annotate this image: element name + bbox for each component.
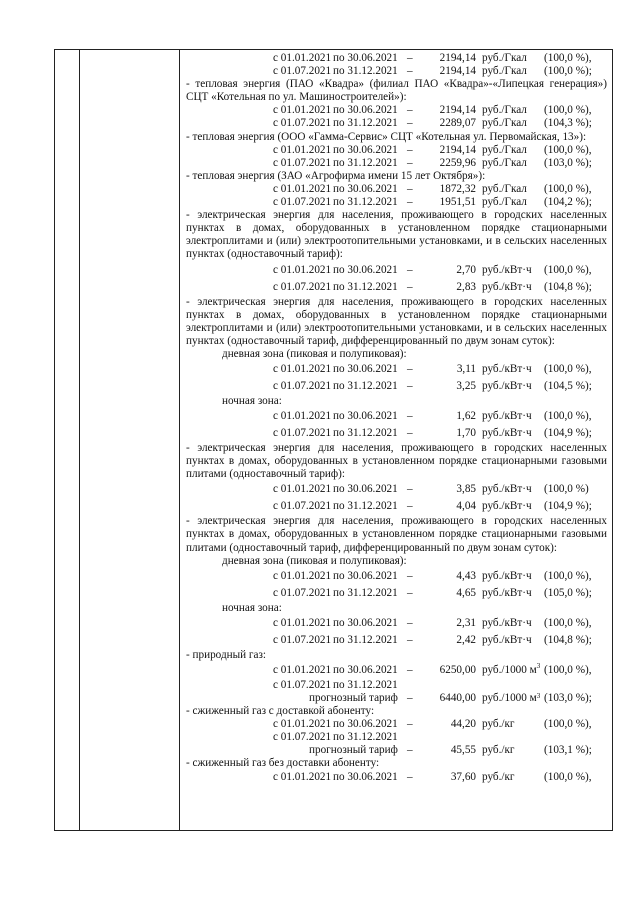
percent-change: (100,0 %), — [544, 410, 592, 423]
dash: – — [407, 52, 413, 64]
tariff-value: 4,04 — [456, 500, 476, 513]
percent-change: (100,0 %), — [544, 143, 592, 156]
period-start: с 01.07.2021 — [273, 678, 332, 691]
tariff-value: 2259,96 — [439, 156, 476, 169]
unit-superscript: 3 — [536, 692, 541, 700]
tariff-description: - тепловая энергия (ПАО «Квадра» (филиал ПАО «Квадра»-«Липецкая генерация») СЦТ «Котельная по ул. Машиностроителей»): — [186, 78, 607, 104]
tariff-unit: руб./кВт·ч — [482, 569, 532, 582]
dash: – — [407, 633, 413, 646]
tariff-unit: руб./кВт·ч — [482, 362, 532, 375]
tariff-unit: руб./кг — [482, 744, 515, 757]
tariff-value: 6440,00 — [439, 692, 476, 704]
tariff-unit: руб./Гкал — [482, 104, 527, 117]
percent-change: (100,0 %), — [544, 770, 592, 783]
percent-change: (100,0 %), — [544, 718, 592, 731]
tariff-row — [186, 718, 607, 731]
tariff-row — [186, 361, 607, 378]
percent-change: (100,0 %), — [544, 52, 592, 64]
dash: – — [407, 410, 413, 423]
tariff-row — [186, 104, 607, 117]
dash: – — [407, 770, 413, 783]
dash: – — [407, 483, 413, 496]
zone-heading: дневная зона (пиковая и полупиковая): — [222, 347, 407, 360]
period-start: с 01.01.2021 — [273, 770, 332, 783]
period-start: с 01.07.2021 — [273, 731, 332, 744]
tariff-row — [186, 771, 607, 784]
tariff-value: 44,20 — [450, 718, 476, 731]
tariff-row — [186, 692, 607, 705]
tariff-description: - тепловая энергия (ЗАО «Агрофирма имени 15 лет Октября»): — [186, 169, 486, 182]
dash: – — [407, 663, 413, 676]
tariff-row — [186, 157, 607, 170]
tariff-value: 4,43 — [456, 569, 476, 582]
tariff-value: 2,83 — [456, 280, 476, 293]
tariff-unit: руб./1000 м — [482, 663, 537, 676]
tariff-unit: руб./Гкал — [482, 196, 527, 209]
tariff-description: - сжиженный газ без доставки абоненту: — [186, 757, 380, 770]
tariff-list — [186, 52, 607, 784]
tariff-value: 2,70 — [456, 263, 476, 276]
tariff-unit: руб./кВт·ч — [482, 379, 532, 392]
tariff-unit: руб./кВт·ч — [482, 280, 532, 293]
column-divider-2 — [179, 50, 180, 830]
dash: – — [407, 65, 413, 78]
period-end: по 31.12.2021 — [333, 117, 398, 130]
tariff-value: 37,60 — [450, 770, 476, 783]
period-start: с 01.01.2021 — [273, 663, 332, 676]
percent-change: (104,3 %); — [544, 117, 592, 130]
tariff-unit: руб./кг — [482, 770, 515, 783]
tariff-row — [186, 744, 607, 757]
tariff-description: - электрическая энергия для населения, проживающего в городских населенных пунктах в домах, оборудованных в установленном порядке стационарными электроплитами и (или) электроотопительными установками, и в сельских населенных пунктах (одноставочный тариф): — [186, 209, 607, 261]
period-start: с 01.07.2021 — [273, 633, 332, 646]
zone-heading: ночная зона: — [222, 394, 282, 407]
period-end: по 30.06.2021 — [333, 616, 398, 629]
forecast-label: прогнозный тариф — [309, 744, 398, 757]
period-start: с 01.01.2021 — [273, 263, 332, 276]
tariff-unit-wrap — [482, 662, 540, 679]
period-start: с 01.07.2021 — [273, 379, 332, 392]
dash: – — [407, 586, 413, 599]
tariff-unit-wrap — [482, 692, 540, 705]
tariff-row — [186, 481, 607, 498]
column-divider-1 — [79, 50, 80, 830]
unit-superscript: 3 — [536, 661, 541, 670]
tariff-row — [186, 378, 607, 395]
percent-change: (103,0 %); — [544, 692, 592, 704]
period-start: с 01.01.2021 — [273, 483, 332, 496]
period-end: по 31.12.2021 — [333, 586, 398, 599]
percent-change: (100,0 %), — [544, 362, 592, 375]
dash: – — [407, 263, 413, 276]
tariff-description: - сжиженный газ с доставкой абоненту: — [186, 705, 375, 718]
tariff-unit: руб./Гкал — [482, 52, 527, 64]
tariff-value: 1,62 — [456, 410, 476, 423]
period-end: по 30.06.2021 — [333, 52, 398, 64]
percent-change: (104,9 %); — [544, 500, 592, 513]
tariff-row — [186, 425, 607, 442]
dash: – — [407, 156, 413, 169]
dash: – — [407, 362, 413, 375]
tariff-value: 4,65 — [456, 586, 476, 599]
percent-change: (104,8 %); — [544, 633, 592, 646]
tariff-unit: руб./Гкал — [482, 156, 527, 169]
percent-change: (100,0 %), — [544, 263, 592, 276]
zone-heading: дневная зона (пиковая и полупиковая): — [222, 554, 407, 567]
tariff-unit: руб./Гкал — [482, 182, 527, 195]
percent-change: (100,0 %), — [544, 182, 592, 195]
forecast-label: прогнозный тариф — [309, 692, 398, 704]
period-start: с 01.07.2021 — [273, 117, 332, 130]
period-end: по 31.12.2021 — [333, 500, 398, 513]
tariff-row — [186, 183, 607, 196]
percent-change: (105,0 %); — [544, 586, 592, 599]
dash: – — [407, 500, 413, 513]
tariff-row — [186, 568, 607, 585]
tariff-row — [186, 52, 607, 65]
period-end: по 30.06.2021 — [333, 182, 398, 195]
dash: – — [407, 117, 413, 130]
tariff-value: 2194,14 — [439, 104, 476, 117]
dash: – — [407, 718, 413, 731]
tariff-description: - электрическая энергия для населения, проживающего в городских населенных пунктах в домах, оборудованных в установленном порядке стационарными газовыми плитами (одноставочный тариф, дифференцированный по двум зонам суток): — [186, 515, 607, 554]
period-end: по 31.12.2021 — [333, 280, 398, 293]
tariff-row — [186, 679, 607, 692]
percent-change: (104,9 %); — [544, 427, 592, 440]
tariff-unit: руб./Гкал — [482, 143, 527, 156]
tariff-row — [186, 279, 607, 296]
period-start: с 01.01.2021 — [273, 104, 332, 117]
tariff-row — [186, 498, 607, 515]
tariff-unit: руб./кВт·ч — [482, 410, 532, 423]
period-start: с 01.07.2021 — [273, 500, 332, 513]
tariff-row — [186, 632, 607, 649]
tariff-row — [186, 262, 607, 279]
dash: – — [407, 143, 413, 156]
percent-change: (100,0 %), — [544, 569, 592, 582]
tariff-description: - тепловая энергия (ООО «Гамма-Сервис» СЦТ «Котельная ул. Первомайская, 13»): — [186, 130, 587, 143]
tariff-unit: руб./кВт·ч — [482, 500, 532, 513]
period-end: по 30.06.2021 — [333, 663, 398, 676]
period-start: с 01.01.2021 — [273, 182, 332, 195]
percent-change: (100,0 %), — [544, 663, 592, 676]
dash: – — [407, 744, 413, 757]
tariff-unit: руб./Гкал — [482, 65, 527, 78]
period-end: по 30.06.2021 — [333, 263, 398, 276]
dash: – — [407, 427, 413, 440]
period-end: по 31.12.2021 — [333, 427, 398, 440]
tariff-value: 2,42 — [456, 633, 476, 646]
tariff-value: 3,85 — [456, 483, 476, 496]
dash: – — [407, 104, 413, 117]
dash: – — [407, 616, 413, 629]
percent-change: (103,0 %); — [544, 156, 592, 169]
dash: – — [407, 692, 413, 704]
period-end: по 31.12.2021 — [333, 65, 398, 78]
percent-change: (103,1 %); — [544, 744, 592, 757]
tariff-value: 1951,51 — [439, 196, 476, 209]
tariff-description: - электрическая энергия для населения, проживающего в городских населенных пунктах в домах, оборудованных в установленном порядке стационарными электроплитами и (или) электроотопительными установками, и в сельских населенных пунктах (одноставочный тариф, дифференцированный по двум зонам суток): — [186, 295, 607, 347]
period-end: по 31.12.2021 — [333, 731, 398, 744]
percent-change: (104,5 %); — [544, 379, 592, 392]
tariff-value: 2,31 — [456, 616, 476, 629]
percent-change: (104,2 %); — [544, 196, 592, 209]
period-end: по 30.06.2021 — [333, 569, 398, 582]
tariff-value: 2194,14 — [439, 52, 476, 64]
dash: – — [407, 379, 413, 392]
tariff-value: 2289,07 — [439, 117, 476, 130]
zone-heading: ночная зона: — [222, 601, 282, 614]
tariff-row — [186, 65, 607, 78]
tariff-unit: руб./кг — [482, 718, 515, 731]
tariff-unit: руб./кВт·ч — [482, 483, 532, 496]
tariff-value: 3,25 — [456, 379, 476, 392]
tariff-row — [186, 117, 607, 130]
tariff-value: 6250,00 — [439, 663, 476, 676]
tariff-row — [186, 585, 607, 602]
period-start: с 01.07.2021 — [273, 586, 332, 599]
dash: – — [407, 182, 413, 195]
period-start: с 01.01.2021 — [273, 52, 332, 64]
period-start: с 01.07.2021 — [273, 427, 332, 440]
period-end: по 31.12.2021 — [333, 196, 398, 209]
percent-change: (100,0 %) — [544, 483, 589, 496]
dash: – — [407, 569, 413, 582]
tariff-row — [186, 408, 607, 425]
tariff-unit: руб./кВт·ч — [482, 263, 532, 276]
tariff-value: 1,70 — [456, 427, 476, 440]
percent-change: (104,8 %); — [544, 280, 592, 293]
period-start: с 01.01.2021 — [273, 143, 332, 156]
period-end: по 30.06.2021 — [333, 143, 398, 156]
tariff-description: - природный газ: — [186, 648, 267, 661]
period-end: по 31.12.2021 — [333, 379, 398, 392]
period-start: с 01.01.2021 — [273, 616, 332, 629]
tariff-value: 3,11 — [456, 362, 476, 375]
tariff-row — [186, 615, 607, 632]
period-end: по 30.06.2021 — [333, 104, 398, 117]
period-start: с 01.07.2021 — [273, 65, 332, 78]
dash: – — [407, 280, 413, 293]
period-start: с 01.01.2021 — [273, 569, 332, 582]
period-end: по 30.06.2021 — [333, 718, 398, 731]
tariff-description: - электрическая энергия для населения, проживающего в городских населенных пунктах в домах, оборудованных в установленном порядке стационарными газовыми плитами (одноставочный тариф): — [186, 442, 607, 481]
period-end: по 31.12.2021 — [333, 678, 398, 691]
period-start: с 01.07.2021 — [273, 196, 332, 209]
period-end: по 31.12.2021 — [333, 633, 398, 646]
period-start: с 01.01.2021 — [273, 362, 332, 375]
tariff-unit: руб./кВт·ч — [482, 616, 532, 629]
tariff-row — [186, 731, 607, 744]
period-end: по 30.06.2021 — [333, 410, 398, 423]
tariff-value: 2194,14 — [439, 143, 476, 156]
period-start: с 01.07.2021 — [273, 156, 332, 169]
tariff-row — [186, 144, 607, 157]
tariff-unit: руб./1000 м — [482, 692, 537, 704]
period-end: по 30.06.2021 — [333, 483, 398, 496]
tariff-unit: руб./кВт·ч — [482, 633, 532, 646]
percent-change: (100,0 %); — [544, 65, 592, 78]
tariff-value: 1872,32 — [439, 182, 476, 195]
period-start: с 01.01.2021 — [273, 718, 332, 731]
tariff-value: 45,55 — [450, 744, 476, 757]
period-end: по 31.12.2021 — [333, 156, 398, 169]
tariff-row — [186, 196, 607, 209]
period-end: по 30.06.2021 — [333, 770, 398, 783]
tariff-row — [186, 662, 607, 679]
period-start: с 01.07.2021 — [273, 280, 332, 293]
dash: – — [407, 196, 413, 209]
percent-change: (100,0 %), — [544, 616, 592, 629]
tariff-unit: руб./кВт·ч — [482, 586, 532, 599]
period-end: по 30.06.2021 — [333, 362, 398, 375]
tariff-unit: руб./Гкал — [482, 117, 527, 130]
tariff-unit: руб./кВт·ч — [482, 427, 532, 440]
period-start: с 01.01.2021 — [273, 410, 332, 423]
tariff-value: 2194,14 — [439, 65, 476, 78]
percent-change: (100,0 %), — [544, 104, 592, 117]
